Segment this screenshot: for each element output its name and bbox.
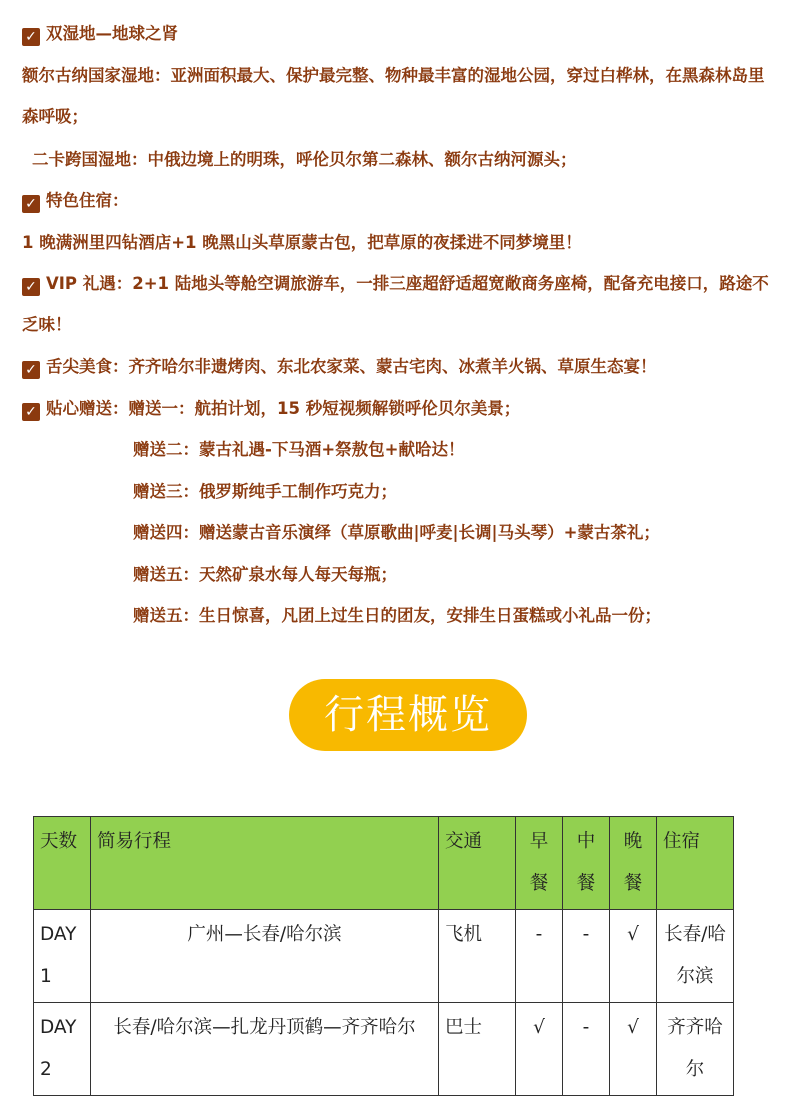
cell-transport: 飞机 (439, 910, 516, 1003)
checkbox-checked-icon: ✓ (22, 403, 40, 421)
cell-breakfast: √ (516, 1003, 563, 1096)
gift-item: 赠送五：生日惊喜，凡团上过生日的团友，安排生日蛋糕或小礼品一份； (133, 606, 661, 625)
cell-lodging: 长春/哈尔滨 (657, 910, 734, 1003)
cell-transport: 巴士 (439, 1003, 516, 1096)
cell-dinner: √ (610, 910, 657, 1003)
table-header-row (34, 817, 734, 910)
checkbox-checked-icon: ✓ (22, 278, 40, 296)
lodging-text: 1 晚满洲里四钻酒店+1 晚黑山头草原蒙古包，把草原的夜揉进不同梦境里！ (22, 233, 582, 252)
gifts-text: 贴心赠送：赠送一：航拍计划，15 秒短视频解锁呼伦贝尔美景； (46, 399, 521, 418)
header-day: 天数 (34, 817, 91, 910)
header-transport: 交通 (439, 817, 516, 910)
cell-lunch: - (563, 910, 610, 1003)
cell-breakfast: - (516, 910, 563, 1003)
header-breakfast: 早餐 (516, 817, 563, 910)
itinerary-table (33, 816, 734, 1096)
checkbox-checked-icon: ✓ (22, 195, 40, 213)
cell-lodging: 齐齐哈尔 (657, 1003, 734, 1096)
header-lunch: 中餐 (563, 817, 610, 910)
wetland-title: 双湿地—地球之肾 (46, 24, 178, 43)
cell-dinner: √ (610, 1003, 657, 1096)
wetland-heading (22, 23, 178, 46)
header-lodging: 住宿 (657, 817, 734, 910)
erka-wetland-text: 二卡跨国湿地：中俄边境上的明珠，呼伦贝尔第二森林、额尔古纳河源头； (32, 150, 577, 169)
gift-item: 赠送五：天然矿泉水每人每天每瓶； (133, 565, 397, 584)
table-row (34, 910, 734, 1003)
cell-day: DAY2 (34, 1003, 91, 1096)
gifts-block (22, 398, 520, 421)
gift-item: 赠送二：蒙古礼遇-下马酒+祭敖包+献哈达！ (133, 440, 465, 459)
lodging-title: 特色住宿： (46, 191, 129, 210)
header-route: 简易行程 (91, 817, 439, 910)
cell-route: 长春/哈尔滨—扎龙丹顶鹤—齐齐哈尔 (91, 1003, 439, 1096)
cell-lunch: - (563, 1003, 610, 1096)
erguna-wetland-text: 额尔古纳国家湿地：亚洲面积最大、保护最完整、物种最丰富的湿地公园，穿过白桦林，在黑森林岛里森呼吸； (22, 66, 765, 126)
food-block (22, 356, 657, 379)
gift-item: 赠送三：俄罗斯纯手工制作巧克力； (133, 482, 397, 501)
vip-block (22, 263, 774, 345)
food-text: 舌尖美食：齐齐哈尔非遗烤肉、东北农家菜、蒙古宅肉、冰煮羊火锅、草原生态宴！ (46, 357, 657, 376)
table-row (34, 1003, 734, 1096)
checkbox-checked-icon: ✓ (22, 28, 40, 46)
gift-item: 赠送四：赠送蒙古音乐演绎（草原歌曲|呼麦|长调|马头琴）+蒙古茶礼； (133, 523, 660, 542)
header-dinner: 晚餐 (610, 817, 657, 910)
cell-route: 广州—长春/哈尔滨 (91, 910, 439, 1003)
lodging-heading (22, 190, 129, 213)
section-title: 行程概览 (289, 679, 527, 751)
vip-text: VIP 礼遇：2+1 陆地头等舱空调旅游车，一排三座超舒适超宽敞商务座椅，配备充电接口，路途不乏味！ (22, 274, 769, 334)
cell-day: DAY1 (34, 910, 91, 1003)
checkbox-checked-icon: ✓ (22, 361, 40, 379)
